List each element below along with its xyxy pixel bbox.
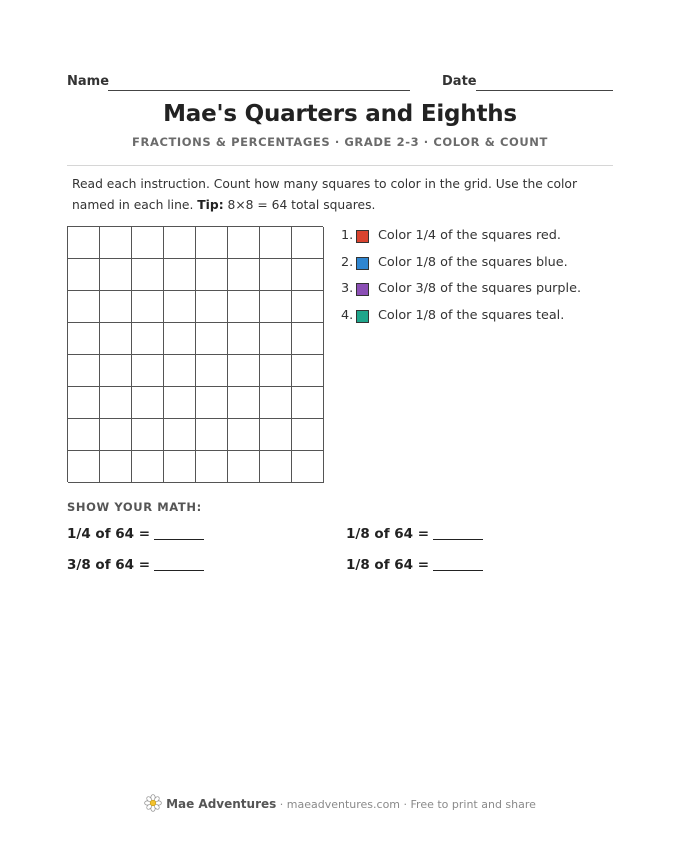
grid-cell[interactable] [100, 323, 132, 355]
grid-cell[interactable] [132, 419, 164, 451]
tip-label: Tip: [197, 198, 224, 212]
grid-cell[interactable] [164, 291, 196, 323]
worksheet-subtitle: FRACTIONS & PERCENTAGES · GRADE 2-3 · COLOR & COUNT [132, 135, 548, 149]
grid-cell[interactable] [164, 259, 196, 291]
grid-cell[interactable] [164, 451, 196, 483]
grid-cell[interactable] [196, 291, 228, 323]
grid-cell[interactable] [260, 227, 292, 259]
grid-cell[interactable] [292, 419, 324, 451]
grid-cell[interactable] [68, 323, 100, 355]
grid-cell[interactable] [196, 355, 228, 387]
math-expression: 1/8 of 64 = [346, 557, 430, 573]
grid-cell[interactable] [260, 387, 292, 419]
grid-cell[interactable] [68, 355, 100, 387]
answer-blank[interactable] [154, 539, 204, 540]
grid-cell[interactable] [164, 355, 196, 387]
footer [0, 794, 680, 812]
grid-cell[interactable] [292, 451, 324, 483]
grid-cell[interactable] [228, 387, 260, 419]
grid-cell[interactable] [132, 291, 164, 323]
grid-cell[interactable] [164, 227, 196, 259]
math-expression: 1/8 of 64 = [346, 526, 430, 542]
footer-site: · maeadventures.com · Free to print and share [279, 798, 536, 811]
daisy-icon [144, 794, 162, 812]
grid-cell[interactable] [260, 451, 292, 483]
show-math-label: SHOW YOUR MATH: [67, 500, 202, 514]
intro-instructions: Read each instruction. Count how many squares to color in the grid. Use the color named in each line. [72, 177, 578, 212]
footer-brand: Mae Adventures [166, 797, 277, 811]
instruction-item [341, 228, 621, 255]
grid-cell[interactable] [228, 451, 260, 483]
instruction-text: Color 3/8 of the squares purple. [378, 281, 582, 296]
grid-cell[interactable] [292, 291, 324, 323]
grid-cell[interactable] [100, 227, 132, 259]
math-problem [346, 557, 483, 573]
instruction-number: 2. [341, 254, 354, 270]
name-label: Name [67, 74, 110, 89]
grid-cell[interactable] [132, 323, 164, 355]
grid-cell[interactable] [68, 291, 100, 323]
math-problem [67, 526, 204, 542]
instruction-list [341, 228, 621, 334]
math-problem [346, 526, 483, 542]
grid-cell[interactable] [228, 323, 260, 355]
grid-cell[interactable] [132, 259, 164, 291]
coloring-grid [67, 226, 323, 482]
grid-cell[interactable] [260, 291, 292, 323]
grid-cell[interactable] [196, 323, 228, 355]
grid-cell[interactable] [132, 387, 164, 419]
divider [67, 165, 613, 166]
grid-cell[interactable] [228, 355, 260, 387]
grid-cell[interactable] [260, 259, 292, 291]
grid-cell[interactable] [196, 387, 228, 419]
grid-cell[interactable] [68, 227, 100, 259]
grid-cell[interactable] [260, 419, 292, 451]
grid-cell[interactable] [100, 387, 132, 419]
grid-cell[interactable] [100, 259, 132, 291]
grid-cell[interactable] [164, 419, 196, 451]
grid-cell[interactable] [228, 259, 260, 291]
teal-swatch [356, 310, 369, 323]
name-row [67, 74, 613, 94]
grid-cell[interactable] [292, 323, 324, 355]
date-field[interactable] [476, 90, 613, 91]
grid-cell[interactable] [100, 291, 132, 323]
math-expression: 3/8 of 64 = [67, 557, 151, 573]
instruction-text: Color 1/8 of the squares blue. [378, 254, 568, 270]
grid-cell[interactable] [228, 419, 260, 451]
grid-cell[interactable] [68, 451, 100, 483]
grid-cell[interactable] [68, 259, 100, 291]
instruction-text: Color 1/8 of the squares teal. [378, 307, 565, 323]
grid-cell[interactable] [260, 355, 292, 387]
math-problem [67, 557, 204, 573]
intro-text [72, 174, 612, 216]
instruction-item [341, 281, 621, 308]
purple-swatch [356, 283, 369, 296]
grid-cell[interactable] [68, 419, 100, 451]
grid-cell[interactable] [132, 451, 164, 483]
tip-text: 8×8 = 64 total squares. [227, 198, 376, 212]
answer-blank[interactable] [433, 570, 483, 571]
math-expression: 1/4 of 64 = [67, 526, 151, 542]
grid-cell[interactable] [164, 387, 196, 419]
grid-cell[interactable] [292, 227, 324, 259]
grid-cell[interactable] [100, 355, 132, 387]
grid-cell[interactable] [196, 451, 228, 483]
grid-cell[interactable] [196, 227, 228, 259]
answer-blank[interactable] [154, 570, 204, 571]
instruction-text: Color 1/4 of the squares red. [378, 228, 561, 243]
instruction-item [341, 255, 621, 282]
grid-cell[interactable] [292, 387, 324, 419]
grid-cell[interactable] [228, 291, 260, 323]
grid-cell[interactable] [292, 355, 324, 387]
grid-cell[interactable] [164, 323, 196, 355]
worksheet-title: Mae's Quarters and Eighths [163, 101, 517, 127]
grid-cell[interactable] [196, 259, 228, 291]
red-swatch [356, 230, 369, 243]
answer-blank[interactable] [433, 539, 483, 540]
name-field[interactable] [108, 90, 410, 91]
grid-cell[interactable] [132, 355, 164, 387]
grid-cell[interactable] [132, 227, 164, 259]
grid-cell[interactable] [292, 259, 324, 291]
date-label: Date [442, 74, 477, 89]
grid-cell[interactable] [100, 419, 132, 451]
grid-cell[interactable] [196, 419, 228, 451]
instruction-number: 1. [341, 228, 354, 243]
blue-swatch [356, 257, 369, 270]
grid-cell[interactable] [68, 387, 100, 419]
grid-cell[interactable] [100, 451, 132, 483]
instruction-number: 3. [341, 281, 354, 296]
instruction-number: 4. [341, 307, 354, 323]
grid-cell[interactable] [260, 323, 292, 355]
grid-cell[interactable] [228, 227, 260, 259]
instruction-item [341, 308, 621, 335]
